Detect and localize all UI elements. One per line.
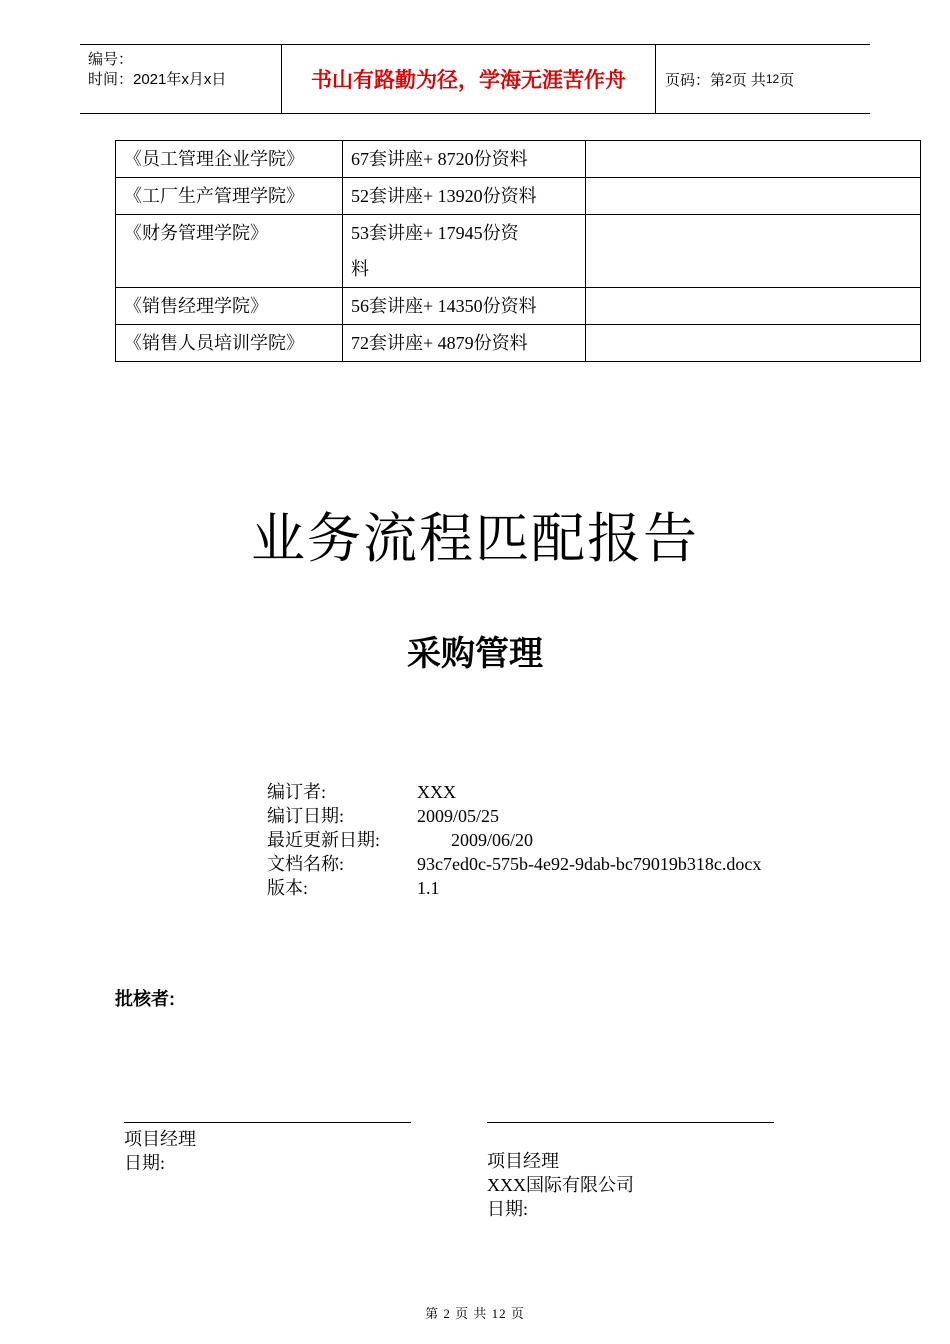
table-row <box>116 141 921 178</box>
version-label: 版本: <box>267 878 309 898</box>
signature-date-label: 日期: <box>124 1153 166 1173</box>
signature-line <box>487 1122 774 1123</box>
table-cell-name: 《工厂生产管理学院》 <box>116 178 343 215</box>
signature-date-label: 日期: <box>487 1199 529 1219</box>
author-value: XXX <box>417 782 456 802</box>
table-cell-extra <box>586 288 921 325</box>
version-value: 1.1 <box>417 878 440 898</box>
page-total: 12 <box>765 72 780 86</box>
table-cell-desc-line1: 53套讲座+ 17945份资 <box>351 223 519 243</box>
table-row <box>116 325 921 362</box>
table-cell-desc: 67套讲座+ 8720份资料 <box>343 141 586 178</box>
signature-left <box>124 1122 411 1175</box>
code-label: 编号： <box>88 51 134 68</box>
signature-line <box>124 1122 411 1123</box>
table-cell-extra <box>586 178 921 215</box>
page-mid: 页 共 <box>731 71 766 89</box>
signature-company: XXX国际有限公司 <box>487 1175 634 1195</box>
docname-label: 文档名称: <box>267 854 345 874</box>
header-page-info <box>655 45 870 113</box>
signature-spacer <box>487 1127 774 1149</box>
table-cell-desc-line2: 料 <box>351 259 369 279</box>
table-cell-name: 《财务管理学院》 <box>116 215 343 288</box>
page-number: 2 <box>725 72 732 86</box>
table-cell-desc: 72套讲座+ 4879份资料 <box>343 325 586 362</box>
table-cell-desc: 56套讲座+ 14350份资料 <box>343 288 586 325</box>
page-header <box>80 44 870 114</box>
table-row <box>116 178 921 215</box>
table-cell-extra <box>586 325 921 362</box>
document-subtitle: 采购管理 <box>407 635 543 673</box>
table-cell-name: 《销售人员培训学院》 <box>116 325 343 362</box>
table-cell-desc: 52套讲座+ 13920份资料 <box>343 178 586 215</box>
table-cell-extra <box>586 215 921 288</box>
page-prefix: 页码：第 <box>665 71 726 89</box>
page-suffix: 页 <box>779 71 795 89</box>
signature-role: 项目经理 <box>487 1151 559 1171</box>
header-info <box>80 45 280 113</box>
approver-label: 批核者: <box>115 989 175 1009</box>
table-cell-desc <box>343 215 586 288</box>
table-row <box>116 288 921 325</box>
header-motto: 书山有路勤为径，学海无涯苦作舟 <box>281 45 656 113</box>
signature-role: 项目经理 <box>124 1129 196 1149</box>
table-cell-name: 《员工管理企业学院》 <box>116 141 343 178</box>
table-cell-extra <box>586 141 921 178</box>
time-label: 时间：2021年x月x日 <box>88 71 227 88</box>
page-footer: 第 2 页 共 12 页 <box>425 1306 525 1321</box>
author-label: 编订者: <box>267 782 327 802</box>
date-value: 2009/05/25 <box>417 806 500 826</box>
date-label: 编订日期: <box>267 806 345 826</box>
signature-right <box>487 1122 774 1221</box>
table-row <box>116 215 921 288</box>
document-title: 业务流程匹配报告 <box>251 509 699 569</box>
docname-value: 93c7ed0c-575b-4e92-9dab-bc79019b318c.docx <box>417 854 762 874</box>
resource-table <box>115 140 921 362</box>
updated-value: 2009/06/20 <box>451 830 534 850</box>
table-cell-name: 《销售经理学院》 <box>116 288 343 325</box>
updated-label: 最近更新日期: <box>267 830 381 850</box>
